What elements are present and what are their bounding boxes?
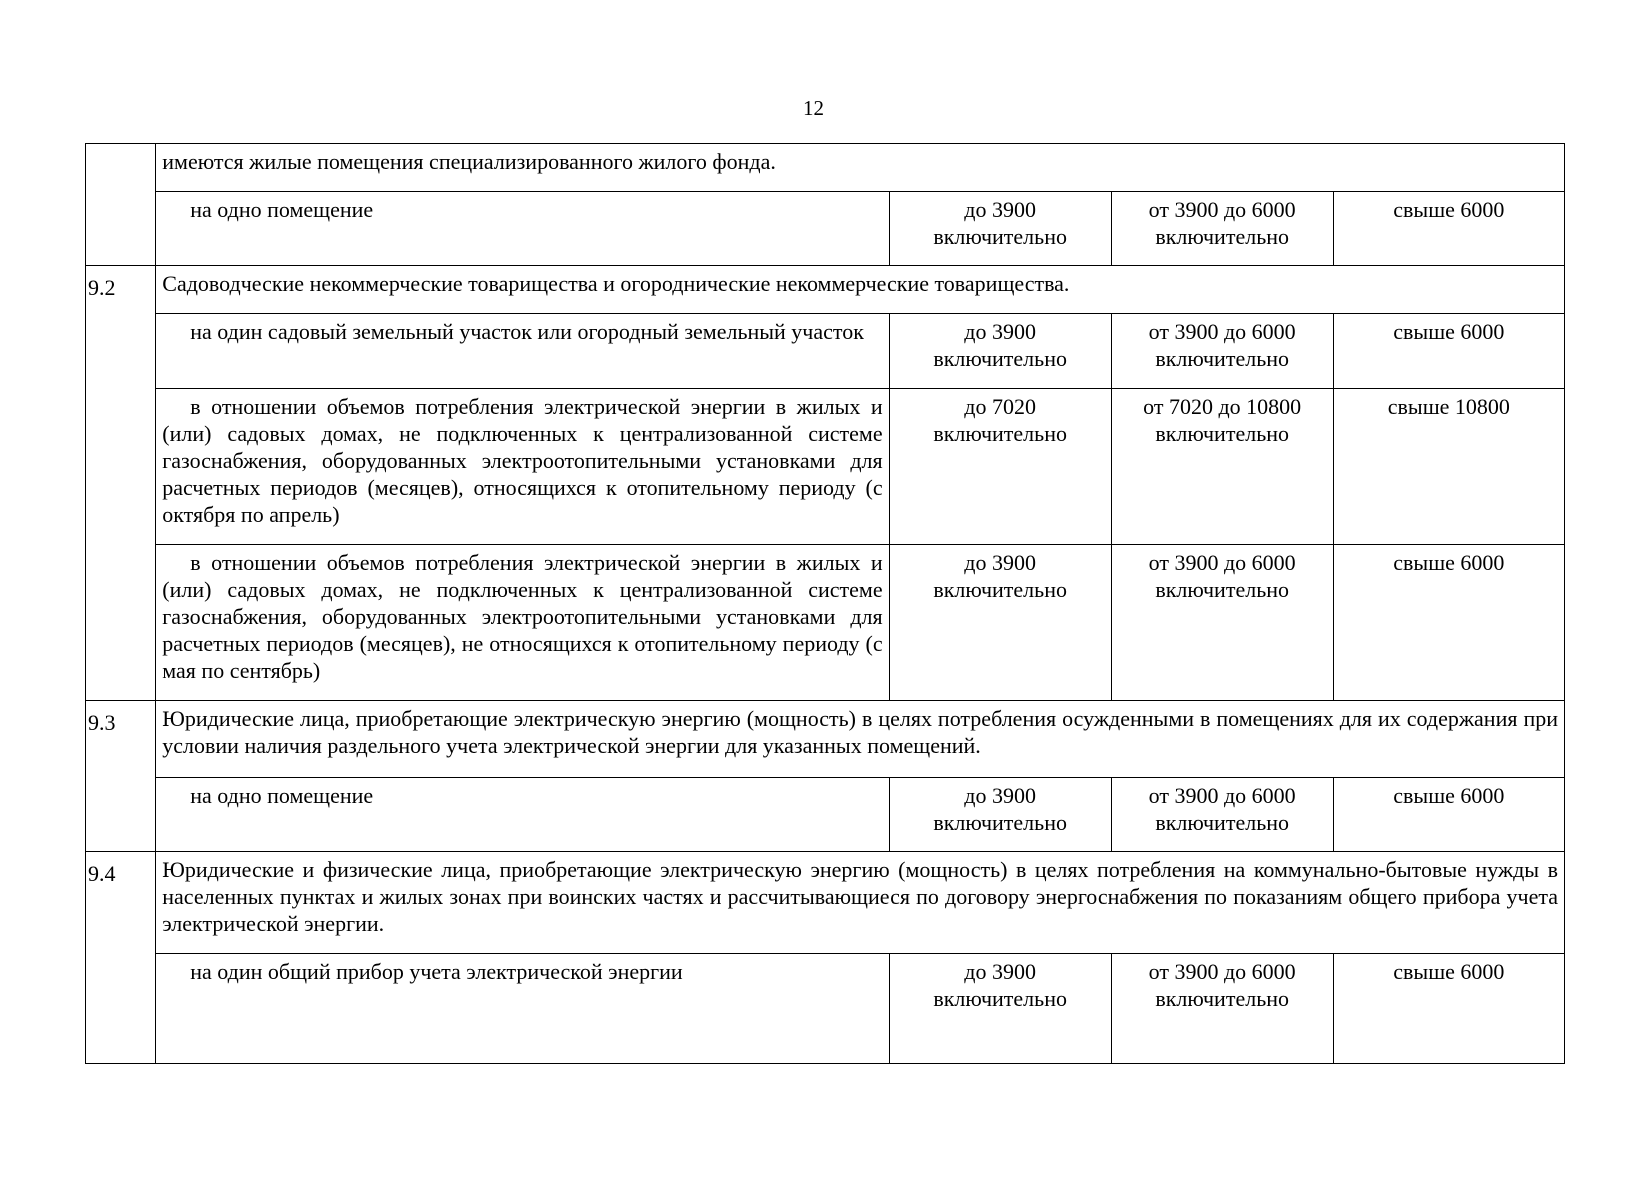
value-cell-high: свыше 6000 [1333, 192, 1564, 266]
table-row [86, 192, 1565, 266]
section-header-row [86, 852, 1565, 954]
table-row [86, 778, 1565, 852]
value-cell-low: до 3900 включительно [889, 314, 1111, 389]
row-description: на одно помещение [156, 192, 889, 266]
section-number: 9.2 [86, 266, 156, 701]
row-description: в отношении объемов потребления электрической энергии в жилых и (или) садовых домах, не подключенных к централизованной системе газоснабжения, оборудованных электроотопительными установками для расчетных периодов (месяцев), относящихся к отопительному периоду (с октября по апрель) [156, 389, 889, 545]
value-cell-mid: от 3900 до 6000 включительно [1111, 954, 1333, 1064]
value-cell-mid: от 3900 до 6000 включительно [1111, 192, 1333, 266]
value-cell-mid: от 3900 до 6000 включительно [1111, 778, 1333, 852]
value-cell-high: свыше 6000 [1333, 778, 1564, 852]
page-number: 12 [803, 96, 824, 120]
value-cell-high: свыше 6000 [1333, 314, 1564, 389]
value-cell-low: до 3900 включительно [889, 954, 1111, 1064]
tariff-table [85, 143, 1565, 1064]
value-cell-high: свыше 6000 [1333, 954, 1564, 1064]
section-number: 9.4 [86, 852, 156, 1064]
section-number: 9.3 [86, 701, 156, 852]
value-cell-mid: от 3900 до 6000 включительно [1111, 314, 1333, 389]
section-header-row [86, 266, 1565, 314]
value-cell-low: до 7020 включительно [889, 389, 1111, 545]
table-row [86, 954, 1565, 1064]
row-description: на одно помещение [156, 778, 889, 852]
table-row [86, 314, 1565, 389]
value-cell-low: до 3900 включительно [889, 545, 1111, 701]
section-number [86, 144, 156, 266]
section-header: Садоводческие некоммерческие товарищества и огороднические некоммерческие товарищества. [156, 266, 1565, 314]
value-cell-mid: от 7020 до 10800 включительно [1111, 389, 1333, 545]
value-cell-low: до 3900 включительно [889, 192, 1111, 266]
section-header: Юридические лица, приобретающие электрическую энергию (мощность) в целях потребления осужденными в помещениях для их содержания при условии наличия раздельного учета электрической энергии для указанных помещений. [156, 701, 1565, 778]
row-description: на один общий прибор учета электрической энергии [156, 954, 889, 1064]
section-header-row [86, 701, 1565, 778]
section-header: имеются жилые помещения специализированного жилого фонда. [156, 144, 1565, 192]
value-cell-low: до 3900 включительно [889, 778, 1111, 852]
section-header: Юридические и физические лица, приобретающие электрическую энергию (мощность) в целях потребления на коммунально-бытовые нужды в населенных пунктах и жилых зонах при воинских частях и рассчитывающиеся по договору энергоснабжения по показаниям общего прибора учета электрической энергии. [156, 852, 1565, 954]
value-cell-high: свыше 6000 [1333, 545, 1564, 701]
table-row [86, 389, 1565, 545]
table-row [86, 545, 1565, 701]
row-description: на один садовый земельный участок или огородный земельный участок [156, 314, 889, 389]
section-header-row [86, 144, 1565, 192]
row-description: в отношении объемов потребления электрической энергии в жилых и (или) садовых домах, не подключенных к централизованной системе газоснабжения, оборудованных электроотопительными установками для расчетных периодов (месяцев), не относящихся к отопительному периоду (с мая по сентябрь) [156, 545, 889, 701]
value-cell-high: свыше 10800 [1333, 389, 1564, 545]
value-cell-mid: от 3900 до 6000 включительно [1111, 545, 1333, 701]
